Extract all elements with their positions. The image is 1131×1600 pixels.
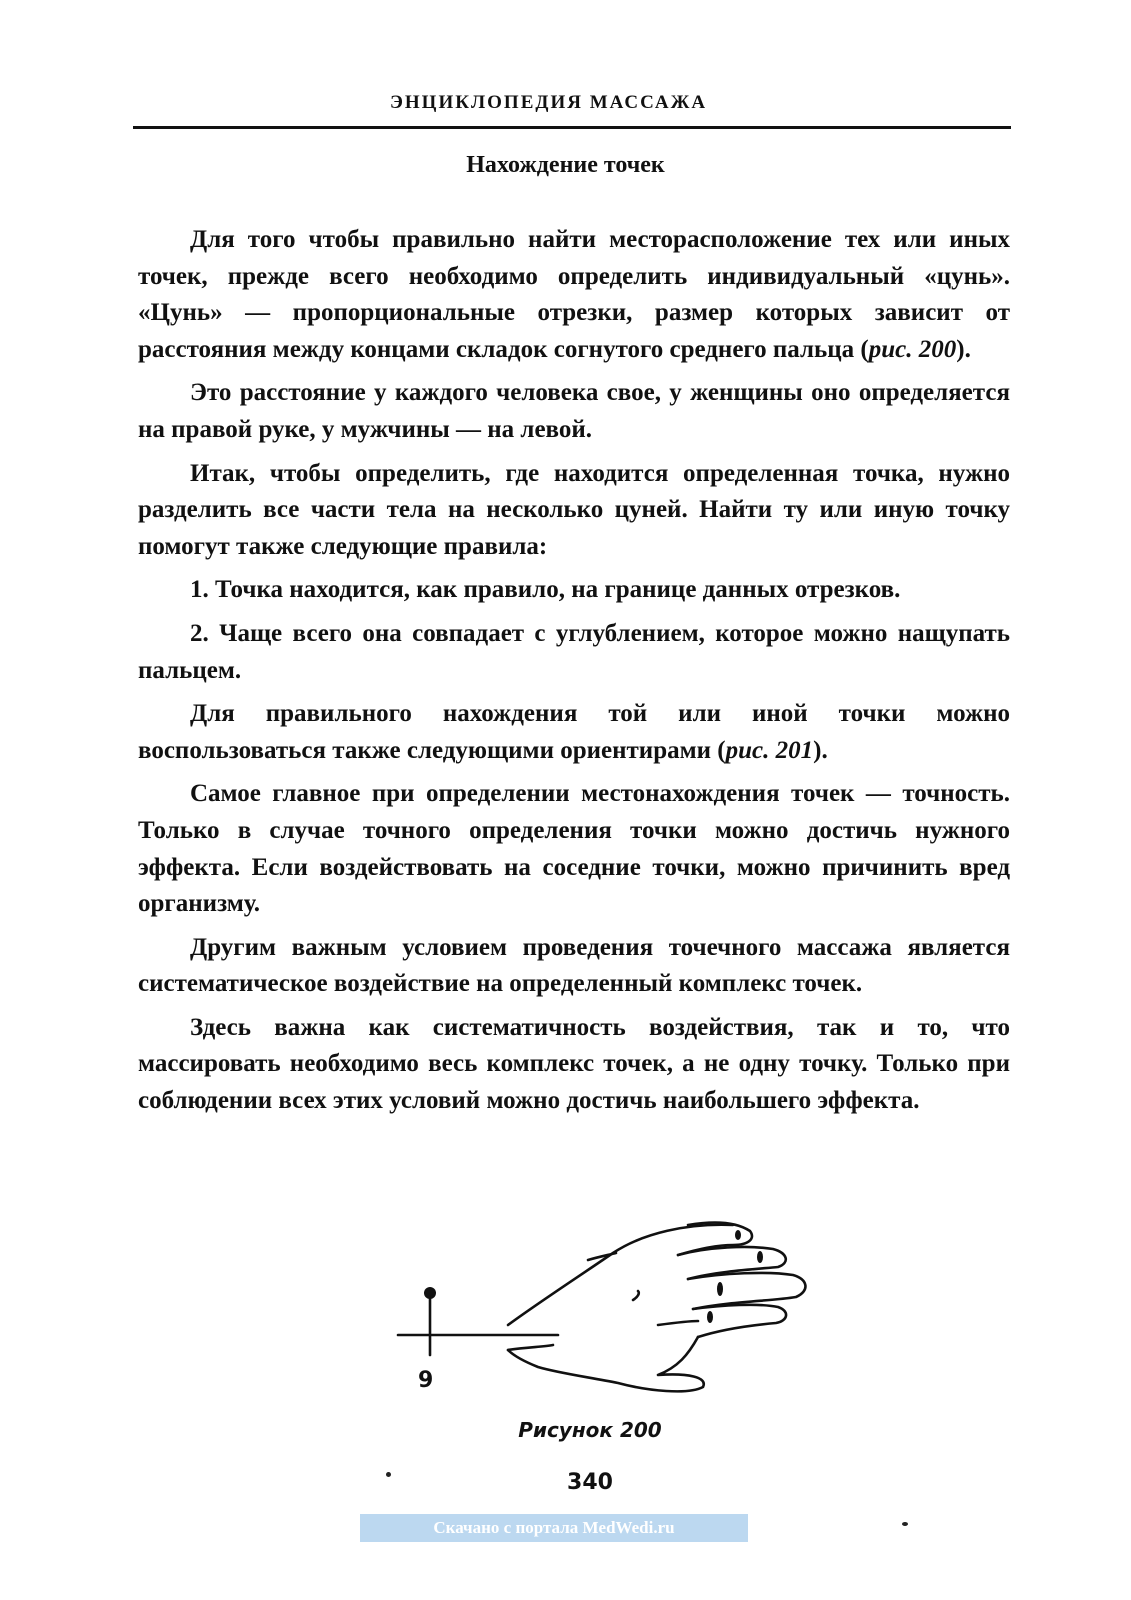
rule-1: 1. Точка находится, как правило, на границе данных отрезков. bbox=[190, 576, 901, 604]
hand-top-outline bbox=[508, 1225, 733, 1325]
section-title: Нахождение точек bbox=[466, 152, 665, 178]
figure-reference-200: рис. 200 bbox=[868, 335, 957, 363]
paragraph-3: Итак, чтобы определить, где находится определенная точка, нужно разделить все части тела на несколько цуней. Найти ту или иную точку помогут также следующие правила: bbox=[138, 459, 1010, 560]
nail-mark-4 bbox=[707, 1311, 713, 1323]
paragraph-6 bbox=[138, 696, 1010, 769]
point-label-9: 9 bbox=[418, 1368, 434, 1393]
paragraph-9: Здесь важна как систематичность воздействия, так и то, что массировать необходимо весь комплекс точек, а не одну точку. Только при соблюдении всех этих условий можно достичь наибольшего эффекта. bbox=[138, 1013, 1010, 1115]
figure-caption: Рисунок 200 bbox=[518, 1418, 662, 1442]
paragraph-2: Это расстояние у каждого человека свое, у женщины оно определяется на правой руке, у мужчины — на левой. bbox=[138, 379, 1010, 443]
scan-speck bbox=[902, 1522, 908, 1526]
hand-bottom-outline bbox=[508, 1337, 704, 1391]
acupoint-marker bbox=[424, 1287, 436, 1299]
figure-reference-201: рис. 201 bbox=[725, 736, 814, 764]
knuckle-crease-2 bbox=[633, 1291, 639, 1300]
rule-2: 2. Чаще всего она совпадает с углублением, которое можно нащупать пальцем. bbox=[138, 619, 1010, 684]
page-number: 340 bbox=[567, 1470, 613, 1495]
hand-illustration bbox=[388, 1205, 828, 1410]
wrist-line bbox=[508, 1345, 553, 1350]
little-finger bbox=[693, 1305, 786, 1337]
paragraph-6-end: ). bbox=[813, 736, 828, 764]
scan-speck bbox=[386, 1472, 391, 1477]
body-text bbox=[138, 222, 1010, 1127]
paragraph-8: Другим важным условием проведения точечного массажа является систематическое воздействие на определенный комплекс точек. bbox=[138, 933, 1010, 998]
nail-mark-1 bbox=[735, 1230, 741, 1240]
nail-mark-3 bbox=[717, 1282, 723, 1296]
knuckle-crease-3 bbox=[658, 1321, 698, 1325]
paragraph-1-text: Для того чтобы правильно найти месторасположение тех или иных точек, прежде всего необходимо определить индивидуальный «цунь». «Цунь» — пропорциональные отрезки, размер которых зависит от расстояния между концами складок согнутого среднего пальца ( bbox=[138, 226, 1010, 363]
download-watermark[interactable]: Скачано с портала MedWedi.ru bbox=[360, 1514, 748, 1542]
header-rule bbox=[133, 126, 1011, 129]
running-header: ЭНЦИКЛОПЕДИЯ МАССАЖА bbox=[390, 92, 708, 113]
paragraph-7: Самое главное при определении местонахождения точек — точность. Только в случае точного определения точки можно достичь нужного эффекта. Если воздействовать на соседние точки, можно причинить вред организму. bbox=[138, 780, 1010, 918]
paragraph-1-end: ). bbox=[956, 335, 971, 363]
nail-mark-2 bbox=[757, 1251, 763, 1263]
paragraph-1 bbox=[138, 222, 1010, 368]
paragraph-6-text: Для правильного нахождения той или иной точки можно воспользоваться также следующими ориентирами ( bbox=[138, 700, 1010, 764]
